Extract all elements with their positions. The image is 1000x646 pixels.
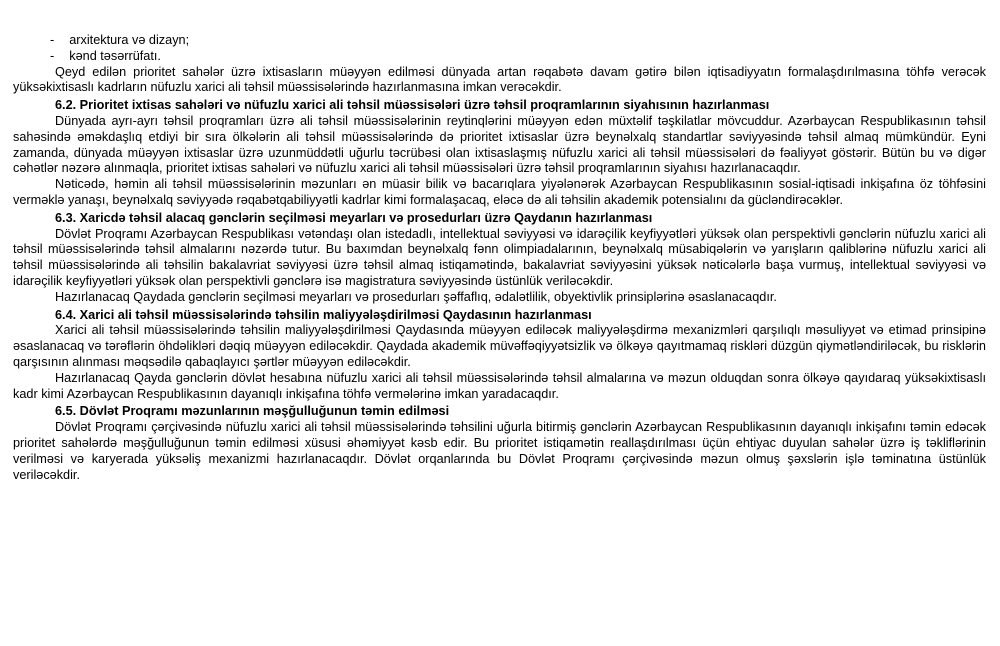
section-heading: 6.2. Prioritet ixtisas sahələri və nüfuzlu xarici ali təhsil müəssisələri üzrə təhsil proqramlarının siyahısının hazırlanması — [55, 98, 770, 113]
list-item-dash: - — [50, 33, 55, 47]
list-item-text: arxitektura və dizayn; — [69, 33, 190, 47]
paragraph: Nəticədə, həmin ali təhsil müəssisələrinin məzunları ən müasir bilik və bacarıqlara yiyələnərək Azərbaycan Respublikasının sosial-iqtisadi inkişafına öz töhfəsini verməklə yanaşı, beynəlxalq səviyyədə rəqabətqabiliyyətli kadrlar kimi formalaşacaq, eləcə də ali təhsilin akademik potensialını da gücləndirəcəklər. — [13, 177, 986, 207]
paragraph: Hazırlanacaq Qaydada gənclərin seçilməsi meyarları və prosedurları şəffaflıq, ədalətlilik, obyektivlik prinsiplərinə əsaslanacaqdır. — [55, 289, 777, 304]
paragraph: Dünyada ayrı-ayrı təhsil proqramları üzrə ali təhsil müəssisələrinin reytinqlərini müəyyən edən müxtəlif təşkilatlar mövcuddur. Azərbaycan Respublikasının təhsil sahəsində əməkdaşlıq etdiyi bir sıra ölkələrin ali təhsil müəssisələrində də prioritet ixtisaslar üzrə beynəlxalq standartlar səviyyəsində təhsil almaq mümkündür. Eyni zamanda, dünyada müəyyən ixtisaslar üzrə uzunmüddətli uğurlu təcrübəsi olan ixtisaslaşmış nüfuzlu xarici ali təhsil müəssisələri də fəaliyyət göstərir. Bütün bu və digər cəhətlər nəzərə alınmaqla, prioritet ixtisas sahələri və nüfuzlu xarici ali təhsil müəssisələri üzrə təhsil proqramlarının siyahısı hazırlanacaqdır. — [13, 113, 986, 176]
paragraph: Hazırlanacaq Qayda gənclərin dövlət hesabına nüfuzlu xarici ali təhsil müəssisələrində təhsil almalarına və məzun olduqdan sonra ölkəyə qayıdaraq yüksəkixtisaslı kadr kimi Azərbaycan Respublikasının dayanıqlı inkişafına töhfə vermələrinə imkan yaradacaqdır. — [13, 370, 986, 401]
paragraph: Dövlət Proqramı Azərbaycan Respublikası vətəndaşı olan istedadlı, intellektual səviyyəsi və idarəçilik keyfiyyətləri yüksək olan perspektivli gənclərin nüfuzlu xarici ali təhsil müəssisələrində təhsil almalarını nəzərdə tutur. Bu baxımdan beynəlxalq fənn olimpiadalarının, beynəlxalq müsabiqələrin və yarışların qaliblərinə nüfuzlu xarici ali təhsil müəssisələrində ali təhsilin bakalavriat səviyyəsi üzrə təhsil almaq istiqamətində, bakalavriat səviyyəsini yüksək nəticələrlə başa vurmuş, intellektual səviyyəsi və idarəçilik keyfiyyətləri yüksək olan perspektivli gənclərə isə magistratura səviyyəsində üstünlük veriləcəkdir. — [13, 226, 986, 288]
section-heading: 6.5. Dövlət Proqramı məzunlarının məşğulluğunun təmin edilməsi — [55, 404, 450, 419]
section-heading: 6.4. Xarici ali təhsil müəssisələrində təhsilin maliyyələşdirilməsi Qaydasının hazırlanması — [55, 307, 592, 322]
section-heading: 6.3. Xaricdə təhsil alacaq gənclərin seçilməsi meyarları və prosedurları üzrə Qaydanın hazırlanması — [55, 210, 653, 225]
paragraph: Qeyd edilən prioritet sahələr üzrə ixtisasların müəyyən edilməsi dünyada artan rəqabətə davam gətirə bilən iqtisadiyyatın formalaşdırılmasına töhfə verəcək yüksəkixtisaslı kadrların nüfuzlu xarici ali təhsil müəssisələrində hazırlanmasına imkan verəcəkdir. — [13, 64, 986, 95]
list-item — [13, 49, 986, 65]
paragraph: Xarici ali təhsil müəssisələrində təhsilin maliyyələşdirilməsi Qaydasında müəyyən ediləcək maliyyələşdirmə mexanizmləri qarşılıqlı məsuliyyət və etimad prinsipinə əsaslanacaq və tərəflərin öhdəlikləri dəqiq müəyyən ediləcəkdir. Qaydada akademik müvəffəqiyyətsizlik və ölkəyə qayıtmamaq riskləri düzgün qiymətləndiriləcək, bu risklərin qarşısının alınması məqsədilə qabaqlayıcı şərtlər müəyyən ediləcəkdir. — [13, 323, 986, 369]
paragraph: Dövlət Proqramı çərçivəsində nüfuzlu xarici ali təhsil müəssisələrində təhsilini uğurla bitirmiş gənclərin Azərbaycan Respublikasının dayanıqlı inkişafını təmin edəcək prioritet sahələrdə məşğulluğunun təmin edilməsi xüsusi əhəmiyyət kəsb edir. Bu prioritet istiqamətin reallaşdırılması üçün ehtiyac duyulan sahələr üzrə iş təkliflərinin verilməsi və karyerada yüksəliş mexanizmi hazırlanacaqdır. Dövlət orqanlarında bu Dövlət Proqramı çərçivəsində məzun olmuş şəxslərin işlə təminatına üstünlük veriləcəkdir. — [13, 420, 986, 482]
list-item — [13, 33, 986, 49]
list-item-text: kənd təsərrüfatı. — [69, 48, 161, 63]
list-item-dash: - — [50, 48, 55, 63]
document-content — [13, 33, 986, 483]
